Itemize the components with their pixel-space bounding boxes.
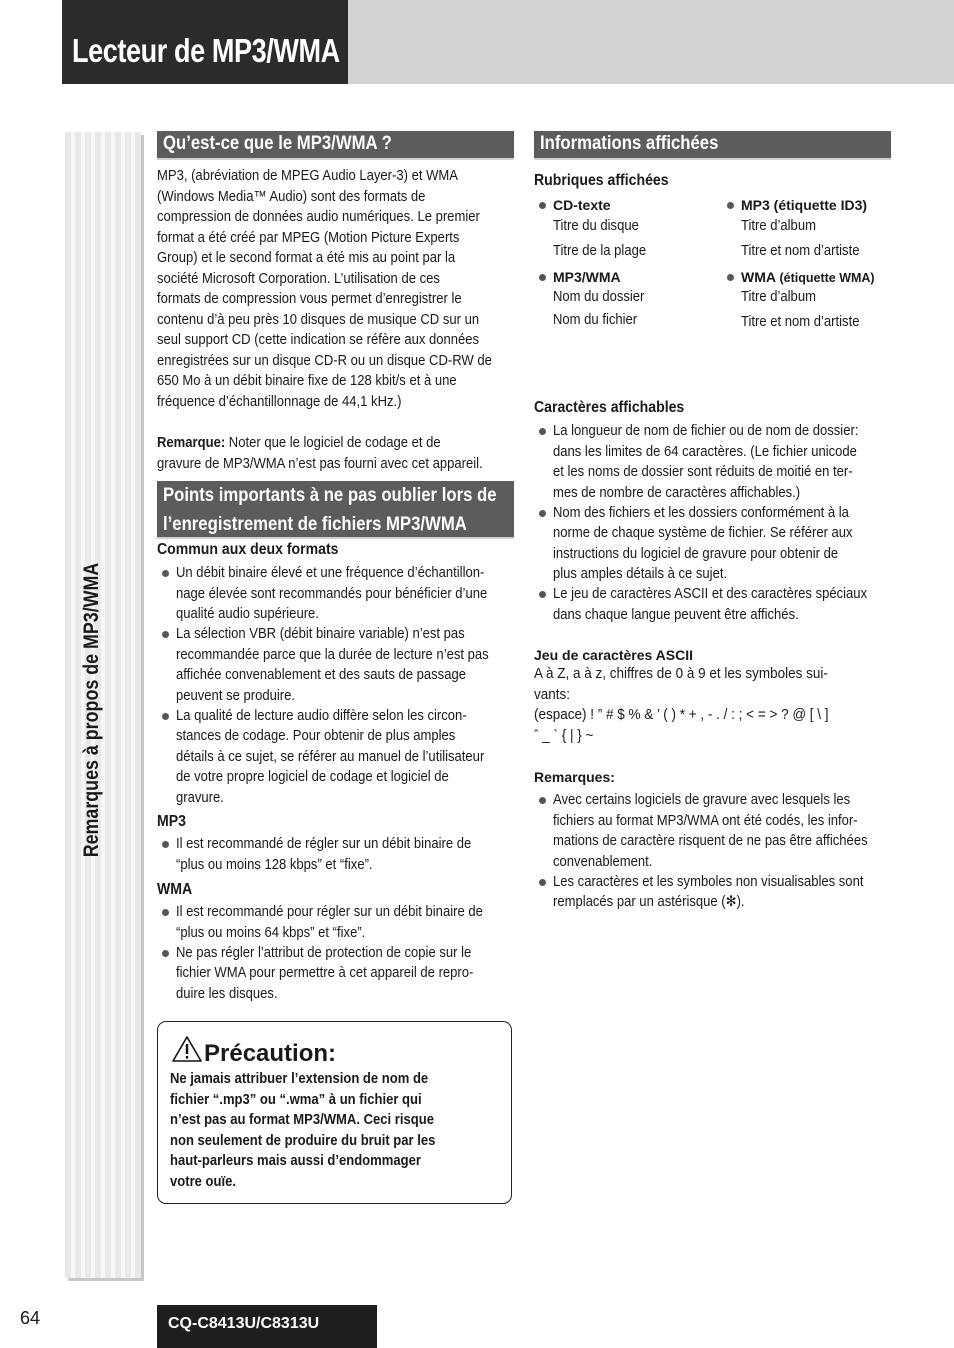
bullet-dot [162, 950, 169, 957]
note-text-1: Noter que le logiciel de codage et de [225, 435, 441, 451]
page-number: 64 [20, 1308, 41, 1328]
caution-text [170, 1069, 465, 1192]
text-line: non seulement de produire du bruit par les [170, 1132, 436, 1149]
bullet-line: instructions du logiciel de gravure pour obtenir de [553, 545, 839, 562]
section-title-text: Informations affichées [540, 133, 719, 154]
bullet-item [553, 503, 886, 585]
ascii-line-1: A à Z, a à z, chiffres de 0 à 9 et les symboles sui- [534, 665, 828, 682]
bullet-line: fichier WMA pour permettre à cet appareil de repro- [176, 965, 474, 982]
note-paragraph [157, 433, 519, 474]
bullet-dot [727, 274, 734, 281]
rubriques-heading: Rubriques affichées [534, 172, 669, 189]
text-line: Group) et le second format a été mis au point par la [157, 250, 456, 266]
page-title: Lecteur de MP3/WMA [72, 32, 340, 69]
cdtext-label: CD-texte [553, 197, 611, 213]
mp3wma-item-2: Nom du fichier [553, 312, 638, 328]
bullet-dot [162, 570, 169, 577]
mp3wma-label: MP3/WMA [553, 269, 621, 285]
bullet-line: Le jeu de caractères ASCII et des caractères spéciaux [553, 586, 868, 603]
bullet-line: peuvent se produire. [176, 687, 295, 704]
wmatag-label-small: (étiquette WMA) [776, 271, 875, 285]
ascii-line-3: (espace) ! ” # $ % & ’ ( ) * + , - . / : ; < = > ? @ [ \ ] [534, 706, 829, 723]
bullet-item [553, 421, 892, 503]
ascii-line-2: vants: [534, 685, 571, 703]
bullet-line: Avec certains logiciels de gravure avec lesquels les [553, 792, 851, 808]
bullet-dot [162, 841, 169, 848]
bullet-dot [539, 202, 546, 209]
side-tab-label: Remarques à propos de MP3/WMA [80, 562, 103, 858]
bullet-line: Il est recommandé pour régler sur un débit binaire de [176, 904, 483, 920]
bullet-line: plus amples détails à ce sujet. [553, 566, 728, 583]
wmatag-item-1: Titre d’album [741, 289, 816, 305]
text-line: Ne jamais attribuer l’extension de nom de [170, 1071, 429, 1087]
bullet-line: remplacés par un astérisque (✻). [553, 894, 745, 911]
bullet-line: La qualité de lecture audio diffère selon les circon- [176, 707, 467, 724]
id3-item-1: Titre d’album [741, 218, 816, 234]
bullet-item [176, 624, 523, 706]
section-title-displayed-info [534, 131, 891, 160]
bullet-line: dans chaque langue peuvent être affichés. [553, 606, 799, 623]
bullet-line: dans les limites de 64 caractères. (Le fichier unicode [553, 443, 857, 460]
caution-title: Précaution: [204, 1040, 337, 1067]
text-line: votre ouïe. [170, 1173, 236, 1190]
wma-heading: WMA [157, 881, 193, 898]
bullet-dot [539, 879, 546, 886]
text-line: enregistrées sur un disque CD-R ou un disque CD-RW de [157, 352, 492, 369]
text-line: haut-parleurs mais aussi d’endommager [170, 1153, 421, 1169]
bullet-line: de votre propre logiciel de codage et logiciel de [176, 769, 449, 786]
text-line: (Windows Media™ Audio) sont des formats de [157, 188, 426, 205]
bullet-line: nage élevée sont recommandés pour bénéficier d’une [176, 585, 488, 602]
bullet-dot [539, 797, 546, 804]
bullet-line: “plus ou moins 64 kbps” et “fixe”. [176, 924, 366, 941]
intro-paragraph [157, 166, 529, 412]
text-line: fichier “.mp3” ou “.wma” à un fichier qui [170, 1091, 422, 1108]
bullet-line: détails à ce sujet, se référer au manuel de l’utilisateur [176, 748, 485, 765]
bullet-line: norme de chaque système de fichier. Se référer aux [553, 525, 853, 542]
bullet-item [176, 834, 504, 875]
bullet-line: recommandée parce que la durée de lecture n’est pas [176, 646, 489, 663]
text-line: formats de compression vous permet d’enregistrer le [157, 291, 462, 307]
note-label: Remarque: [157, 435, 226, 451]
bullet-line: et les noms de dossier sont réduits de moitié en ter- [553, 464, 853, 480]
bullet-line: mations de caractère risquent de ne pas être affichées [553, 833, 868, 849]
bullet-dot [162, 909, 169, 916]
bullet-item [553, 790, 903, 872]
mp3-heading: MP3 [157, 813, 186, 830]
header-light-block [348, 0, 954, 84]
text-line: fréquence d’échantillonnage de 44,1 kHz.) [157, 393, 402, 410]
wmatag-item-2: Titre et nom d’artiste [741, 314, 860, 330]
bullet-line: duire les disques. [176, 985, 278, 1002]
bullet-line: Il est recommandé de régler sur un débit binaire de [176, 836, 472, 852]
bullet-dot [539, 274, 546, 281]
bullet-line: mes de nombre de caractères affichables.) [553, 484, 801, 501]
text-line: n’est pas au format MP3/WMA. Ceci risque [170, 1112, 434, 1128]
bullet-item [176, 706, 519, 809]
model-badge [157, 1305, 377, 1348]
bullet-line: convenablement. [553, 853, 653, 870]
cdtext-item-1: Titre du disque [553, 218, 639, 234]
bullet-dot [727, 202, 734, 209]
bullet-item [176, 902, 517, 943]
bullet-line: Nom des fichiers et les dossiers conformément à la [553, 504, 849, 521]
text-line: seul support CD (cette indication se réfère aux données [157, 332, 480, 348]
ascii-paragraph [534, 664, 861, 746]
bullet-item [553, 872, 898, 913]
bullet-dot [539, 428, 546, 435]
text-line: 650 Mo à un débit binaire fixe de 128 kbit/s et à une [157, 373, 457, 389]
remarks-heading: Remarques: [534, 769, 615, 785]
cdtext-item-2: Titre de la plage [553, 243, 647, 259]
section-title-important-points [157, 481, 514, 539]
ascii-heading: Jeu de caractères ASCII [534, 647, 694, 663]
bullet-dot [539, 510, 546, 517]
bullet-item [553, 584, 902, 625]
id3-label: MP3 (étiquette ID3) [741, 197, 868, 213]
text-line: compression de données audio numériques. Le premier [157, 209, 480, 225]
warning-triangle-icon [171, 1035, 203, 1063]
mp3wma-item-1: Nom du dossier [553, 289, 645, 305]
bullet-dot [162, 713, 169, 720]
section-title-text: Qu’est-ce que le MP3/WMA ? [163, 133, 392, 154]
bullet-item [176, 563, 522, 625]
wmatag-label-main: WMA [741, 269, 776, 285]
id3-item-2: Titre et nom d’artiste [741, 243, 860, 259]
text-line: contenu d’à peu près 10 disques de musique CD sur un [157, 311, 480, 328]
bullet-line: gravure. [176, 789, 224, 806]
text-line: société Microsoft Corporation. L’utilisation de ces [157, 270, 440, 287]
bullet-line: stances de codage. Pour obtenir de plus amples [176, 728, 456, 745]
chars-heading: Caractères affichables [534, 399, 685, 416]
note-text-2: gravure de MP3/WMA n’est pas fourni avec cet appareil. [157, 455, 483, 472]
bullet-line: qualité audio supérieure. [176, 606, 319, 622]
bullet-line: Les caractères et les symboles non visualisables sont [553, 873, 864, 890]
wmatag-label [741, 269, 875, 285]
bullet-dot [539, 591, 546, 598]
bullet-line: Un débit binaire élevé et une fréquence d’échantillon- [176, 565, 485, 581]
bullet-line: “plus ou moins 128 kbps” et “fixe”. [176, 856, 373, 873]
bullet-line: Ne pas régler l’attribut de protection de copie sur le [176, 944, 472, 961]
bullet-line: affichée convenablement et des sauts de passage [176, 667, 466, 684]
section-title-line-2: l’enregistrement de fichiers MP3/WMA [163, 514, 467, 535]
common-heading: Commun aux deux formats [157, 541, 339, 558]
bullet-line: La sélection VBR (débit binaire variable) n’est pas [176, 626, 465, 643]
bullet-dot [162, 631, 169, 638]
bullet-line: fichiers au format MP3/WMA ont été codés, les infor- [553, 812, 858, 829]
ascii-line-4: ˆ _ ` { | } ~ [534, 726, 594, 744]
bullet-line: La longueur de nom de fichier ou de nom de dossier: [553, 423, 859, 439]
text-line: format a été créé par MPEG (Motion Picture Experts [157, 229, 460, 246]
bullet-item [176, 943, 506, 1005]
model-text: CQ-C8413U/C8313U [168, 1315, 320, 1332]
section-title-line-1: Points importants à ne pas oublier lors de [163, 485, 497, 506]
section-title-what-is [157, 131, 514, 160]
text-line: MP3, (abréviation de MPEG Audio Layer-3) et WMA [157, 168, 459, 184]
